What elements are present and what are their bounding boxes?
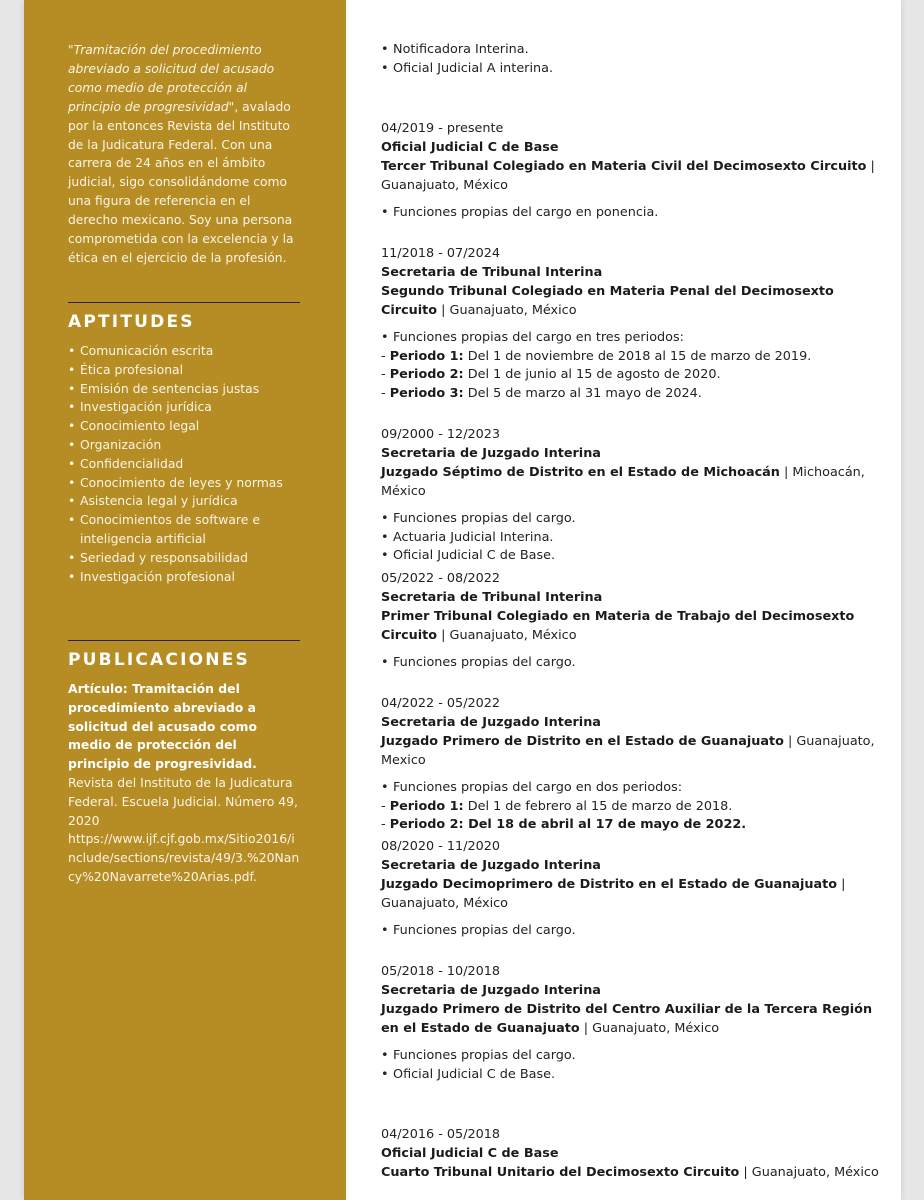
job-dates: 04/2019 - presente	[381, 121, 504, 136]
intro-list	[381, 41, 881, 79]
job-position: Oficial Judicial C de Base	[381, 1145, 559, 1161]
aptitude-item: • Conocimiento de leyes y normas	[68, 474, 300, 493]
list-item: • Funciones propias del cargo en tres periodos:	[381, 329, 881, 348]
job-location: | Guanajuato, México	[437, 627, 577, 643]
period-line: - Periodo 2: Del 18 de abril al 17 de mayo de 2022.	[381, 817, 747, 833]
list-item: • Funciones propias del cargo.	[381, 922, 881, 941]
list-item: • Funciones propias del cargo.	[381, 654, 881, 673]
job-court-line	[381, 1001, 881, 1039]
sidebar	[24, 0, 346, 1200]
aptitudes-title: APTITUDES	[68, 312, 195, 332]
job-dates: 04/2022 - 05/2022	[381, 696, 501, 711]
period-text: Del 1 de noviembre de 2018 al 15 de marzo de 2019.	[463, 348, 812, 364]
job-court: Primer Tribunal Colegiado en Materia de Trabajo del Decimosexto Circuito	[381, 608, 855, 643]
job-location: | Guanajuato, México	[739, 1164, 879, 1180]
list-item: • Oficial Judicial C de Base.	[381, 1066, 881, 1085]
aptitude-item: • Conocimientos de software e inteligencia artificial	[68, 511, 300, 549]
job-position: Secretaria de Tribunal Interina	[381, 264, 603, 280]
period-text: Del 18 de abril al 17 de mayo de 2022.	[463, 817, 747, 833]
job-entry	[381, 695, 881, 835]
aptitudes-list	[68, 342, 300, 586]
job-court: Juzgado Séptimo de Distrito en el Estado de Michoacán	[381, 464, 780, 480]
job-entry	[381, 838, 881, 941]
job-court: Juzgado Decimoprimero de Distrito en el Estado de Guanajuato	[381, 876, 838, 892]
resume-page	[24, 0, 901, 1200]
job-court-line	[381, 733, 881, 771]
aptitude-item: • Investigación jurídica	[68, 398, 300, 417]
period-text: Del 1 de febrero al 15 de marzo de 2018.	[463, 798, 733, 814]
job-entry	[381, 426, 881, 566]
job-court-line	[381, 283, 881, 321]
period-line: - Periodo 3: Del 5 de marzo al 31 mayo de 2024.	[381, 386, 702, 402]
publication-journal: Revista del Instituto de la Judicatura Federal. Escuela Judicial. Número 49, 2020	[68, 774, 298, 828]
job-dates: 05/2018 - 10/2018	[381, 964, 501, 979]
publication	[68, 680, 300, 887]
job-location: | Guanajuato, Mexico	[381, 733, 875, 768]
aptitude-item: • Seriedad y responsabilidad	[68, 549, 300, 568]
job-location: | Michoacán, México	[381, 464, 865, 499]
divider	[68, 640, 300, 641]
profile-text: , avalado por la entonces Revista del Instituto de la Judicatura Federal. Con una carrera de 24 años en el ámbito judicial, sigo consolidándome como una figura de referencia en el derecho mexicano. Soy una persona comprometida con la excelencia y la ética en el ejercicio de la profesión.	[68, 99, 294, 265]
profile-italic: "Tramitación del procedimiento abreviado a solicitud del acusado como medio de protección al principio de progresividad"	[68, 43, 275, 114]
period-label: Periodo 3:	[389, 386, 464, 402]
list-item: • Notificadora Interina.	[381, 41, 881, 60]
job-dates: 08/2020 - 11/2020	[381, 839, 501, 854]
job-dates: 04/2016 - 05/2018	[381, 1127, 501, 1142]
job-court: Juzgado Primero de Distrito del Centro Auxiliar de la Tercera Región en el Estado de Guanajuato	[381, 1001, 873, 1036]
list-item: • Oficial Judicial C de Base.	[381, 547, 881, 566]
period-text: Del 1 de junio al 15 de agosto de 2020.	[463, 367, 721, 383]
divider	[68, 302, 300, 303]
aptitude-item: • Organización	[68, 436, 300, 455]
job-court: Cuarto Tribunal Unitario del Decimosexto Circuito	[381, 1164, 740, 1180]
period-text: Del 5 de marzo al 31 mayo de 2024.	[463, 386, 702, 402]
job-location: | Guanajuato, México	[437, 302, 577, 318]
period-line: - Periodo 1: Del 1 de febrero al 15 de marzo de 2018.	[381, 798, 733, 814]
period-line: - Periodo 1: Del 1 de noviembre de 2018 al 15 de marzo de 2019.	[381, 348, 812, 364]
job-entry	[381, 963, 881, 1084]
aptitude-item: • Comunicación escrita	[68, 342, 300, 361]
publication-article: Artículo: Tramitación del procedimiento abreviado a solicitud del acusado como medio de protección del principio de progresividad.	[68, 681, 257, 772]
period-line: - Periodo 2: Del 1 de junio al 15 de agosto de 2020.	[381, 367, 721, 383]
job-court-line	[381, 608, 881, 646]
job-entry	[381, 120, 881, 223]
list-item: • Funciones propias del cargo en ponencia.	[381, 204, 881, 223]
job-position: Secretaria de Tribunal Interina	[381, 589, 603, 605]
list-item: • Funciones propias del cargo en dos periodos:	[381, 779, 881, 798]
job-position: Secretaria de Juzgado Interina	[381, 445, 601, 461]
job-court: Juzgado Primero de Distrito en el Estado de Guanajuato	[381, 733, 784, 749]
job-entry	[381, 1126, 881, 1183]
job-court-line	[381, 464, 881, 502]
job-court: Segundo Tribunal Colegiado en Materia Penal del Decimosexto Circuito	[381, 283, 834, 318]
aptitude-item: • Emisión de sentencias justas	[68, 380, 300, 399]
job-position: Secretaria de Juzgado Interina	[381, 857, 601, 873]
period-label: Periodo 2:	[389, 367, 464, 383]
job-entry	[381, 245, 881, 404]
list-item: • Funciones propias del cargo.	[381, 1047, 881, 1066]
aptitude-item: • Conocimiento legal	[68, 417, 300, 436]
job-location: | Guanajuato, México	[381, 876, 846, 911]
job-entry	[381, 570, 881, 673]
job-position: Secretaria de Juzgado Interina	[381, 714, 601, 730]
job-dates: 09/2000 - 12/2023	[381, 427, 501, 442]
profile-summary	[68, 41, 300, 268]
aptitude-item: • Confidencialidad	[68, 455, 300, 474]
job-dates: 05/2022 - 08/2022	[381, 571, 501, 586]
aptitude-item: • Ética profesional	[68, 361, 300, 380]
job-location: | Guanajuato, México	[579, 1020, 720, 1036]
job-position: Oficial Judicial C de Base	[381, 139, 559, 155]
job-court-line	[381, 158, 881, 196]
job-court-line	[381, 876, 881, 914]
period-label: Periodo 2:	[389, 817, 464, 833]
job-court-line	[381, 1164, 881, 1183]
list-item: • Actuaria Judicial Interina.	[381, 529, 881, 548]
job-location: | Guanajuato, México	[381, 158, 875, 193]
job-position: Secretaria de Juzgado Interina	[381, 982, 601, 998]
publication-url[interactable]: https://www.ijf.cjf.gob.mx/Sitio2016/include/sections/revista/49/3.%20Nancy%20Navarrete%20Arias.pdf.	[68, 831, 300, 884]
aptitude-item: • Asistencia legal y jurídica	[68, 492, 300, 511]
publicaciones-title: PUBLICACIONES	[68, 650, 250, 670]
period-label: Periodo 1:	[389, 798, 464, 814]
list-item: • Funciones propias del cargo.	[381, 510, 881, 529]
job-court: Tercer Tribunal Colegiado en Materia Civil del Decimosexto Circuito	[381, 158, 867, 174]
period-label: Periodo 1:	[389, 348, 464, 364]
job-dates: 11/2018 - 07/2024	[381, 246, 501, 261]
aptitude-item: • Investigación profesional	[68, 568, 300, 587]
list-item: • Oficial Judicial A interina.	[381, 60, 881, 79]
experience-column	[381, 0, 881, 1200]
